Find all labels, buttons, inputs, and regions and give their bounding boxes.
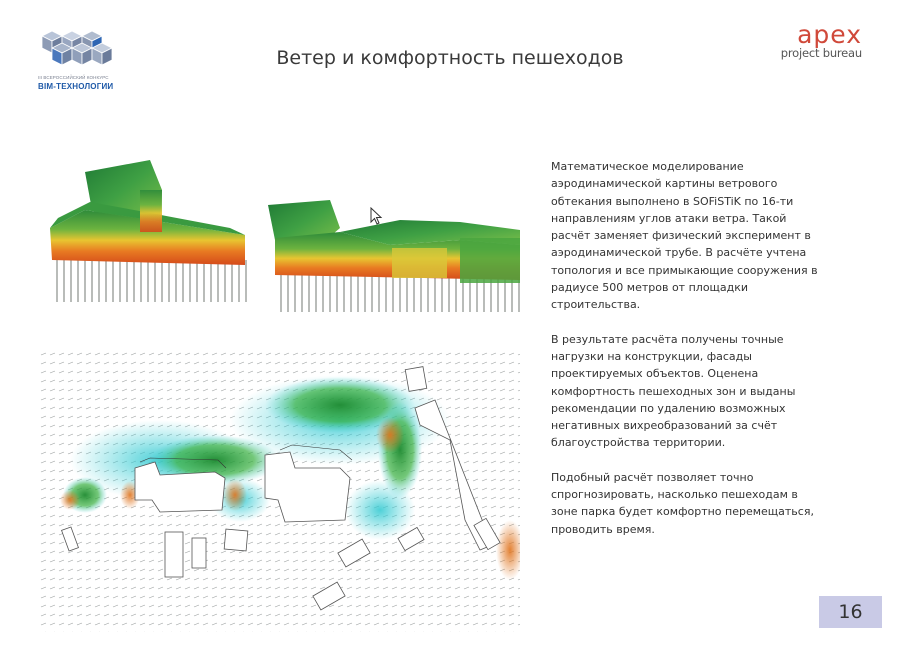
logo-bim (28, 26, 128, 96)
paragraph-3: Подобный расчёт позволяет точно спрогнозировать, насколько пешеходам в зоне парка будет комфортно перемещаться, проводить время. (551, 470, 814, 536)
wind-comfort-plan-image (40, 350, 520, 632)
page-number: 16 (819, 596, 882, 628)
bim-cubes-icon (28, 26, 128, 76)
paragraph-2: В результате расчёта получены точные нагрузки на конструкции, фасады проектируемых объектов. Оценена комфортность пешеходных зон и выданы рекомендации по удалению возможных негативных вихреобразований за счёт благоустройства территории. (551, 332, 796, 450)
logo-caption-main: BIM-ТЕХНОЛОГИИ (38, 82, 114, 91)
page-title: Ветер и комфортность пешеходов (276, 47, 624, 69)
description-text (551, 158, 821, 555)
logo-caption-small: III ВСЕРОССИЙСКИЙ КОНКУРС (38, 75, 109, 80)
paragraph-1: Математическое моделирование аэродинамической картины ветрового обтекания выполнено в SOFiSTiK по 16-ти направлениям углов атаки ветра. Такой расчёт заменяет физический эксперимент в аэродинамической трубе. В расчёте учтена топология и все примыкающие сооружения в радиусе 500 метров от площадки строительства. (551, 160, 818, 312)
apex-logo-word: apex (797, 20, 862, 49)
apex-logo-sub: project bureau (780, 46, 862, 60)
wind-pressure-3d-model-image (40, 150, 530, 340)
mouse-cursor-icon (370, 207, 384, 227)
logo-apex (770, 20, 870, 70)
